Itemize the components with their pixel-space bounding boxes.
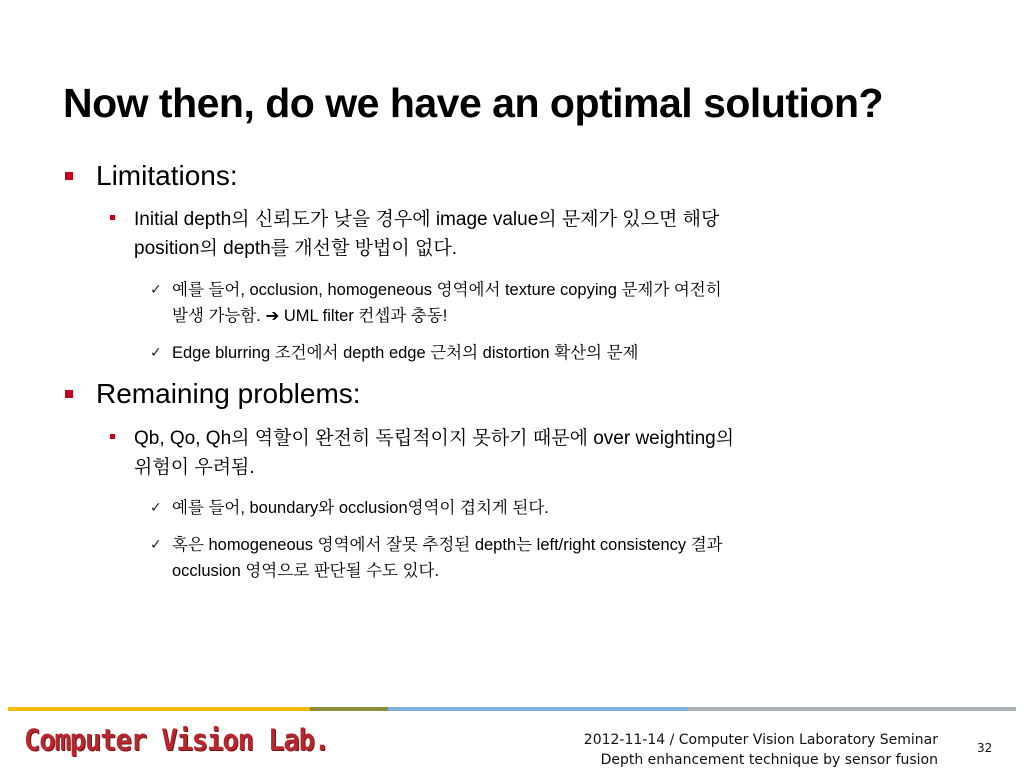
footer-color-bar [8, 707, 1016, 711]
sub-bullet-text-line: 혹은 homogeneous 영역에서 잘못 추정된 depth는 left/right consistency 결과 [172, 536, 723, 554]
footer-topic-line: Depth enhancement technique by sensor fusion [600, 752, 938, 768]
bullet-text-line: Qb, Qo, Qh의 역할이 완전히 독립적이지 못하기 때문에 over weighting의 [134, 428, 735, 449]
checkmark-icon: ✓ [150, 500, 162, 516]
section-heading-remaining-problems [96, 378, 361, 410]
bullet-text-line: Initial depth의 신뢰도가 낮을 경우에 image value의 문제가 있으면 해당 [134, 209, 720, 230]
sub-bullet-text-line: Edge blurring 조건에서 depth edge 근처의 distortion 확산의 문제 [172, 344, 639, 362]
footer-bar-segment [8, 707, 310, 711]
sub-bullet-item [150, 532, 962, 584]
computer-vision-lab-logo: Computer Vision Lab. [24, 723, 330, 758]
sub-bullet-text-line: 발생 가능함. ➔ UML filter 컨셉과 충동! [172, 307, 448, 325]
checkmark-icon: ✓ [150, 282, 162, 298]
footer-seminar-line: 2012-11-14 / Computer Vision Laboratory Seminar [583, 732, 938, 748]
footer-bar-segment [688, 707, 1016, 711]
section-heading-text: Remaining problems: [96, 378, 361, 409]
checkmark-icon: ✓ [150, 345, 162, 361]
slide-title: Now then, do we have an optimal solution? [63, 80, 884, 126]
sub-bullet-text-line: occlusion 영역으로 판단될 수도 있다. [172, 562, 440, 580]
sub-bullet-item [150, 277, 962, 329]
footer-bar-segment [388, 707, 688, 711]
sub-bullet-text-line: 예를 들어, boundary와 occlusion영역이 겹치게 된다. [172, 499, 549, 517]
square-bullet-icon [110, 434, 115, 439]
bullet-text-line: 위험이 우려됨. [134, 457, 255, 478]
sub-bullet-item [150, 340, 962, 366]
bullet-item [134, 424, 964, 482]
bullet-item [134, 205, 964, 263]
square-bullet-icon [65, 172, 73, 180]
section-heading-limitations [96, 160, 238, 192]
footer-caption [584, 730, 938, 770]
sub-bullet-item [150, 495, 962, 521]
footer-bar-segment [310, 707, 388, 711]
checkmark-icon: ✓ [150, 537, 162, 553]
page-number: 32 [977, 741, 993, 755]
square-bullet-icon [65, 390, 73, 398]
square-bullet-icon [110, 215, 115, 220]
section-heading-text: Limitations: [96, 160, 238, 191]
sub-bullet-text-line: 예를 들어, occlusion, homogeneous 영역에서 texture copying 문제가 여전히 [172, 281, 722, 299]
bullet-text-line: position의 depth를 개선할 방법이 없다. [134, 238, 457, 259]
